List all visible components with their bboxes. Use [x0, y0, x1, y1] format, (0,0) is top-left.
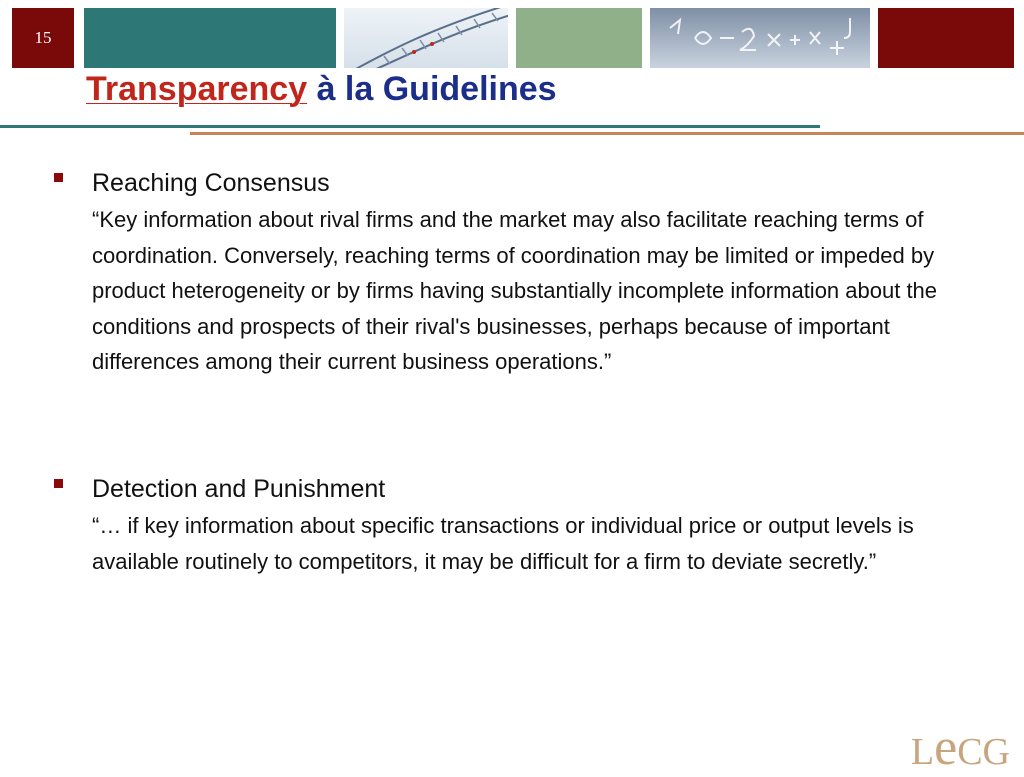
banner-teal-tile [84, 8, 336, 68]
bullet-heading: Reaching Consensus [92, 169, 330, 197]
slide-number: 15 [34, 28, 52, 47]
square-bullet-icon [54, 173, 63, 182]
logo-letter-e: e [934, 719, 958, 776]
math-formulas-image [650, 8, 870, 68]
banner-sage-tile [516, 8, 642, 68]
dna-helix-image [344, 8, 508, 68]
slide-number-box [12, 8, 74, 68]
bullet-quote: “Key information about rival firms and the market may also facilitate reaching terms of coordination. Conversely, reaching terms of coordination may be limited or impeded by product heterogeneity or by firms having substantially incomplete information about the conditions and prospects of their rival's businesses, perhaps because of important differences among their current business operations.” [92, 207, 938, 374]
logo-letters-cg: CG [957, 731, 1010, 773]
bullet-heading: Detection and Punishment [92, 475, 386, 503]
title-rule-teal [0, 125, 820, 128]
title-rest: à la Guidelines [307, 70, 557, 108]
title-highlight: Transparency [86, 70, 308, 108]
lecg-logo [911, 718, 1010, 777]
bullet-item [54, 473, 974, 579]
bullet-quote: “… if key information about specific transactions or individual price or output levels is available routinely to competitors, it may be difficult for a firm to deviate secretly.” [92, 513, 914, 574]
bullet-item [54, 167, 974, 380]
banner-maroon-tile [878, 8, 1014, 68]
logo-letter-l: L [910, 731, 935, 773]
square-bullet-icon [54, 479, 63, 488]
title-rule-tan [190, 132, 1024, 135]
slide-title [86, 70, 557, 109]
